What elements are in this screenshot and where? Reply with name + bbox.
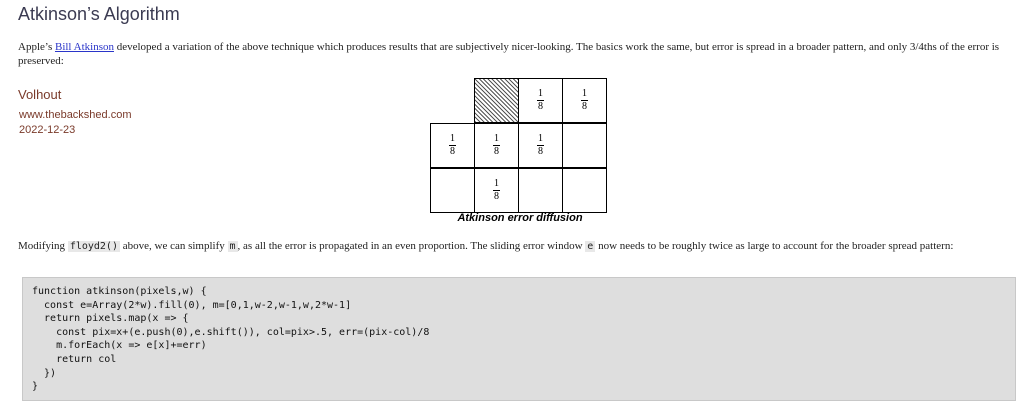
code-line: return col <box>32 353 117 365</box>
fraction-denominator: 8 <box>450 146 455 157</box>
para-text-4: now needs to be roughly twice as large to account for the broader spread pattern: <box>595 240 954 252</box>
fraction-numerator: 1 <box>582 88 587 99</box>
fraction-numerator: 1 <box>450 133 455 144</box>
fraction-numerator: 1 <box>494 133 499 144</box>
diffusion-cell <box>518 78 563 123</box>
code-line: const pix=x+(e.push(0),e.shift()), col=pix>.5, err=(pix-col)/8 <box>32 326 430 338</box>
fraction-denominator: 8 <box>494 191 499 202</box>
code-line: m.forEach(x => e[x]+=err) <box>32 340 207 352</box>
diffusion-cell <box>430 123 475 168</box>
fraction-denominator: 8 <box>582 101 587 112</box>
code-line: }) <box>32 367 57 379</box>
fraction-label <box>431 124 474 167</box>
empty-cell <box>562 123 607 168</box>
diffusion-cell <box>474 168 519 213</box>
para-text-2: above, we can simplify <box>119 240 228 252</box>
code-line: } <box>32 381 39 393</box>
fraction-label <box>519 79 562 122</box>
fraction-denominator: 8 <box>538 146 543 157</box>
diffusion-cell <box>474 123 519 168</box>
fraction-numerator: 1 <box>494 178 499 189</box>
diffusion-cell <box>518 123 563 168</box>
inline-code-m: m <box>229 241 236 252</box>
diagram-caption: Atkinson error diffusion <box>457 212 583 224</box>
diffusion-cell <box>562 78 607 123</box>
para-text-3: , as all the error is propagated in an even proportion. The sliding error window <box>237 240 586 252</box>
fraction-label <box>519 124 562 167</box>
intro-paragraph <box>18 40 1018 68</box>
para-text-1: Modifying <box>18 240 68 252</box>
code-line: return pixels.map(x => { <box>32 313 189 325</box>
fraction-label <box>563 79 606 122</box>
current-pixel-cell <box>474 78 519 123</box>
aside-site: www.thebackshed.com <box>19 109 132 121</box>
empty-cell <box>430 168 475 213</box>
explanation-paragraph <box>18 239 1018 254</box>
code-line: const e=Array(2*w).fill(0), m=[0,1,w-2,w-1,w,2*w-1] <box>32 299 352 311</box>
code-line: function atkinson(pixels,w) { <box>32 286 207 297</box>
fraction-label <box>475 124 518 167</box>
section-heading: Atkinson’s Algorithm <box>18 4 180 24</box>
intro-text-end: developed a variation of the above technique which produces results that are subjectively nicer-looking. The basics work the same, but error is spread in a broader pattern, and only 3/4ths of the error is preserved: <box>18 41 1000 67</box>
code-block <box>22 277 1016 401</box>
intro-text-start: Apple’s <box>18 41 55 53</box>
aside-date: 2022-12-23 <box>19 124 76 136</box>
fraction-numerator: 1 <box>538 133 543 144</box>
empty-cell <box>518 168 563 213</box>
inline-code-e: e <box>587 241 594 252</box>
inline-code-floyd2: floyd2() <box>69 241 118 252</box>
aside-author: Volhout <box>18 87 62 102</box>
fraction-numerator: 1 <box>538 88 543 99</box>
bill-atkinson-link[interactable]: Bill Atkinson <box>54 41 114 53</box>
fraction-denominator: 8 <box>494 146 499 157</box>
atkinson-diffusion-grid <box>430 78 610 213</box>
fraction-label <box>475 169 518 212</box>
empty-cell <box>562 168 607 213</box>
fraction-denominator: 8 <box>538 101 543 112</box>
